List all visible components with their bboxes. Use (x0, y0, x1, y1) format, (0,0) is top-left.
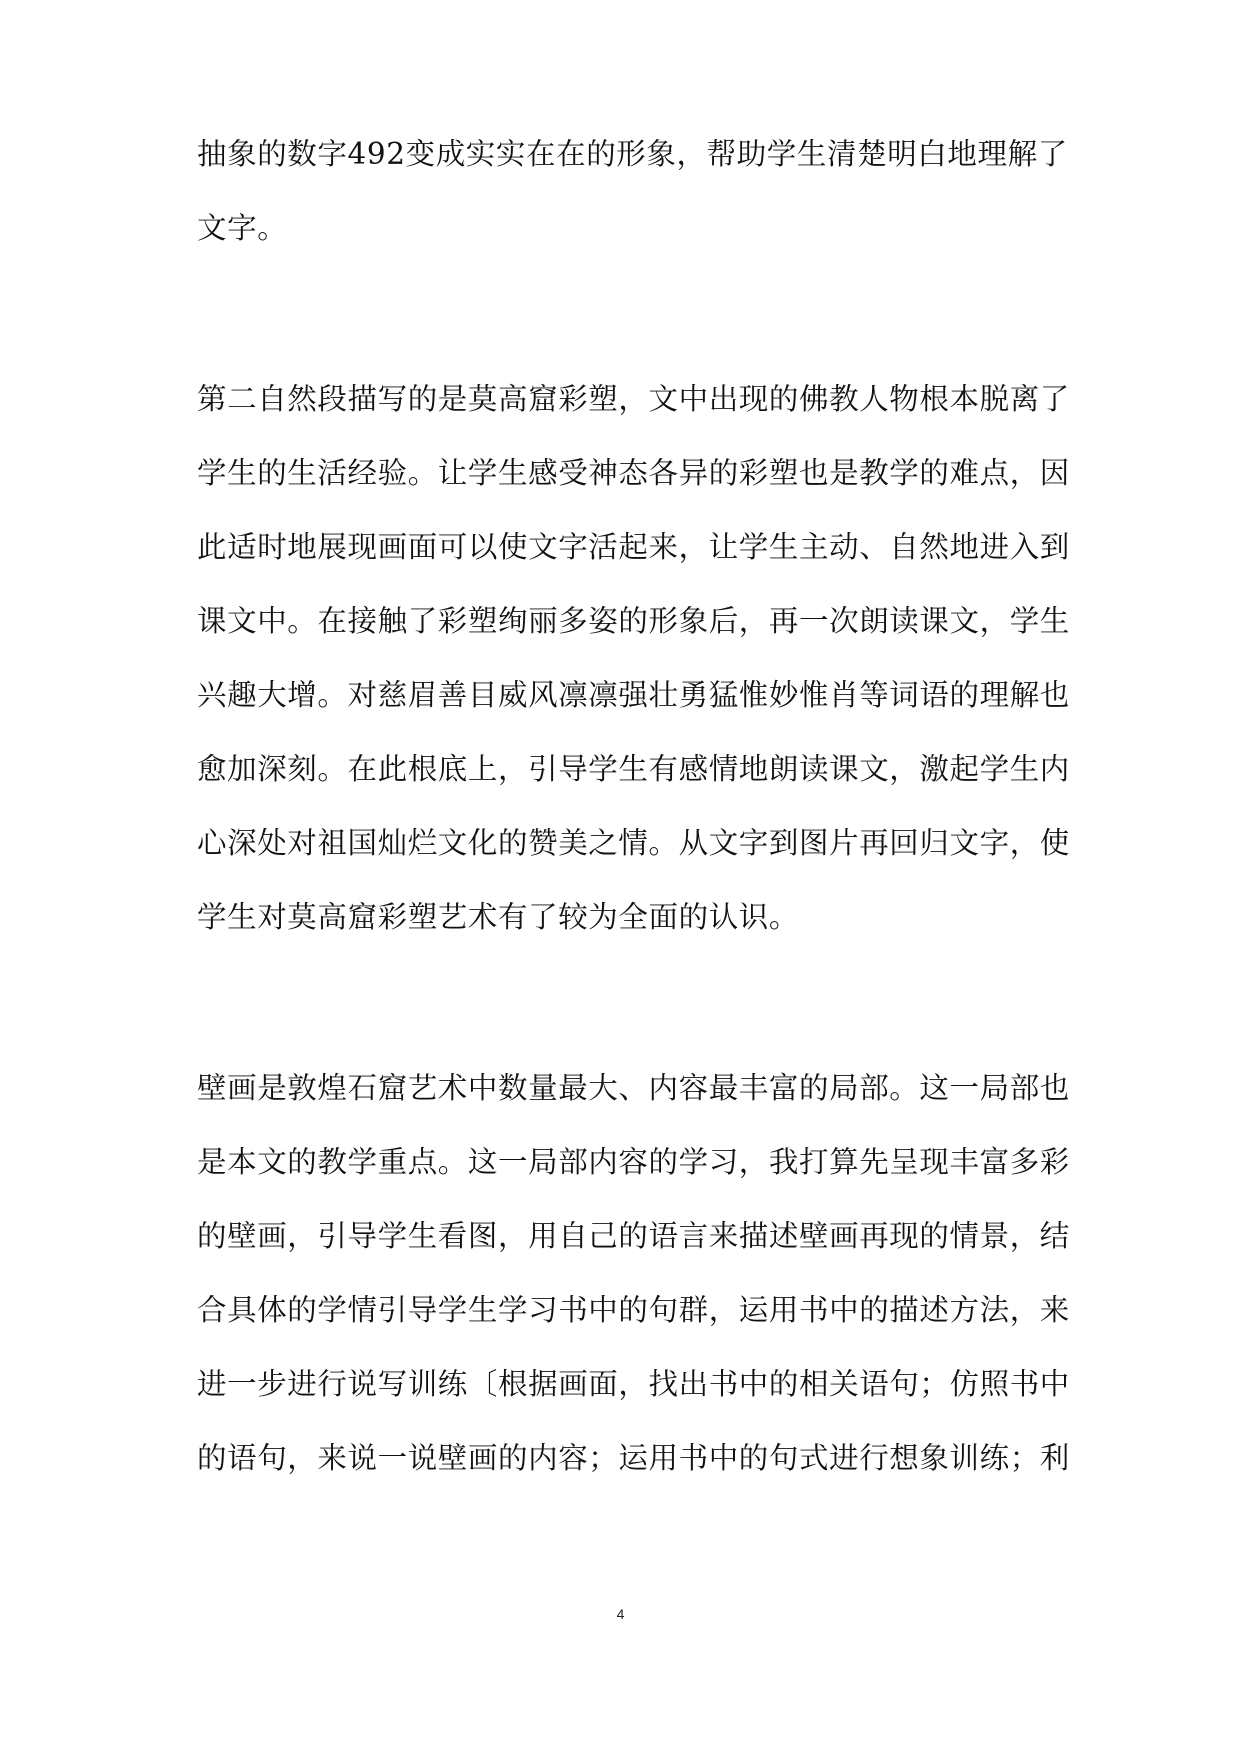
text-line: 进一步进行说写训练〔根据画面，找出书中的相关语句；仿照书中 (197, 1367, 1070, 1401)
text-line: 学生对莫高窟彩塑艺术有了较为全面的认识。 (197, 900, 800, 934)
text-line: 此适时地展现画面可以使文字活起来，让学生主动、自然地进入到 (197, 530, 1070, 564)
text-line: 的壁画，引导学生看图，用自己的语言来描述壁画再现的情景，结 (197, 1219, 1070, 1253)
text-line: 心深处对祖国灿烂文化的赞美之情。从文字到图片再回归文字，使 (197, 826, 1070, 860)
text-line: 课文中。在接触了彩塑绚丽多姿的形象后，再一次朗读课文，学生 (197, 604, 1070, 638)
text-line: 是本文的教学重点。这一局部内容的学习，我打算先呈现丰富多彩 (197, 1145, 1070, 1179)
text-line: 兴趣大增。对慈眉善目威风凛凛强壮勇猛惟妙惟肖等词语的理解也 (197, 678, 1070, 712)
text-line: 学生的生活经验。让学生感受神态各异的彩塑也是教学的难点，因 (197, 456, 1070, 490)
text-line: 的语句，来说一说壁画的内容；运用书中的句式进行想象训练；利 (197, 1441, 1070, 1475)
text-line: 合具体的学情引导学生学习书中的句群，运用书中的描述方法，来 (197, 1293, 1070, 1327)
text-line: 愈加深刻。在此根底上，引导学生有感情地朗读课文，激起学生内 (197, 752, 1070, 786)
page-number: 4 (616, 1606, 625, 1622)
text-line: 第二自然段描写的是莫高窟彩塑，文中出现的佛教人物根本脱离了 (197, 382, 1070, 416)
text-line: 文字。 (197, 211, 288, 245)
text-line: 抽象的数字492变成实实在在的形象，帮助学生清楚明白地理解了 (197, 137, 1068, 171)
text-line: 壁画是敦煌石窟艺术中数量最大、内容最丰富的局部。这一局部也 (197, 1071, 1070, 1105)
